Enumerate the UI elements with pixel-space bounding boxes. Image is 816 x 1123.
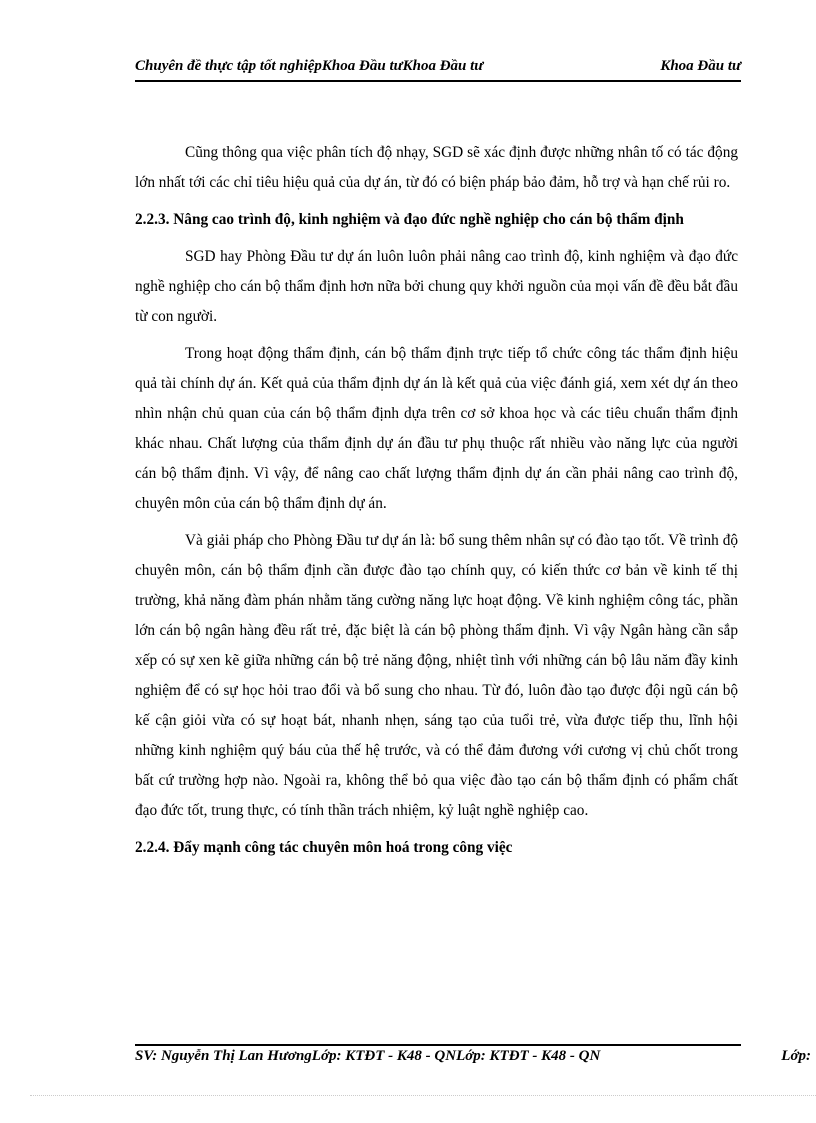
paragraph-solution: Và giải pháp cho Phòng Đầu tư dự án là: bổ sung thêm nhân sự có đào tạo tốt. Về trình độ chuyên môn, cán bộ thẩm định cần được đào tạo chính quy, có kiến thức cơ bản về kinh tế thị trường, khả năng đàm phán nhằm tăng cường năng lực hoạt động. Về kinh nghiệm công tác, phần lớn cán bộ ngân hàng đều rất trẻ, đặc biệt là cán bộ phòng thẩm định. Vì vậy Ngân hàng cần sắp xếp có sự xen kẽ giữa những cán bộ trẻ năng động, nhiệt tình với những cán bộ lâu năm đầy kinh nghiệm để có sự học hỏi trao đổi và bổ sung cho nhau. Từ đó, luôn đào tạo được đội ngũ cán bộ kế cận giỏi vừa có sự hoạt bát, nhanh nhẹn, sáng tạo của tuổi trẻ, vừa được tiếp thu, lĩnh hội những kinh nghiệm quý báu của thế hệ trước, và có thể đảm đương với cương vị chủ chốt trong bất cứ trường hợp nào. Ngoài ra, không thể bỏ qua việc đào tạo cán bộ thẩm định có phẩm chất đạo đức tốt, trung thực, có tính thần trách nhiệm, kỷ luật nghề nghiệp cao. — [135, 532, 738, 819]
header-title: Chuyên đề thực tập tốt nghiệpKhoa Đầu tưKhoa Đầu tư — [135, 58, 484, 74]
paragraph-sensitivity: Cũng thông qua việc phân tích độ nhạy, SGD sẽ xác định được những nhân tố có tác động lớn nhất tới các chỉ tiêu hiệu quả của dự án, từ đó có biện pháp bảo đảm, hỗ trợ và hạn chế rủi ro. — [135, 144, 738, 191]
paragraph-intro: SGD hay Phòng Đầu tư dự án luôn luôn phải nâng cao trình độ, kinh nghiệm và đạo đức nghề nghiệp cho cán bộ thẩm định hơn nữa bởi chung quy khởi nguồn của mọi vấn đề đều bắt đầu từ con người. — [135, 248, 738, 325]
page-header — [135, 56, 741, 82]
footer-student: SV: Nguyễn Thị Lan HươngLớp: KTĐT - K48 - QNLớp: KTĐT - K48 - QN — [135, 1048, 601, 1064]
footer-divider — [135, 1044, 741, 1046]
section-heading-2-2-4: 2.2.4. Đẩy mạnh công tác chuyên môn hoá trong công việc — [135, 839, 513, 856]
footer-class: Lớp: — [781, 1048, 811, 1064]
paragraph-appraisal: Trong hoạt động thẩm định, cán bộ thẩm định trực tiếp tổ chức công tác thẩm định hiệu quả tài chính dự án. Kết quả của thẩm định dự án là kết quả của việc đánh giá, xem xét dự án theo nhìn nhận chủ quan của cán bộ thẩm định dựa trên cơ sở khoa học và các tiêu chuẩn thẩm định khác nhau. Chất lượng của thẩm định dự án đầu tư phụ thuộc rất nhiều vào năng lực của người cán bộ thẩm định. Vì vậy, để nâng cao chất lượng thẩm định dự án cần phải nâng cao trình độ, chuyên môn của cán bộ thẩm định dự án. — [135, 345, 738, 512]
page-bottom-divider — [30, 1095, 816, 1096]
document-body — [135, 138, 738, 870]
section-heading-2-2-3: 2.2.3. Nâng cao trình độ, kinh nghiệm và đạo đức nghề nghiệp cho cán bộ thẩm định — [135, 211, 684, 228]
header-department: Khoa Đầu tư — [660, 58, 741, 74]
